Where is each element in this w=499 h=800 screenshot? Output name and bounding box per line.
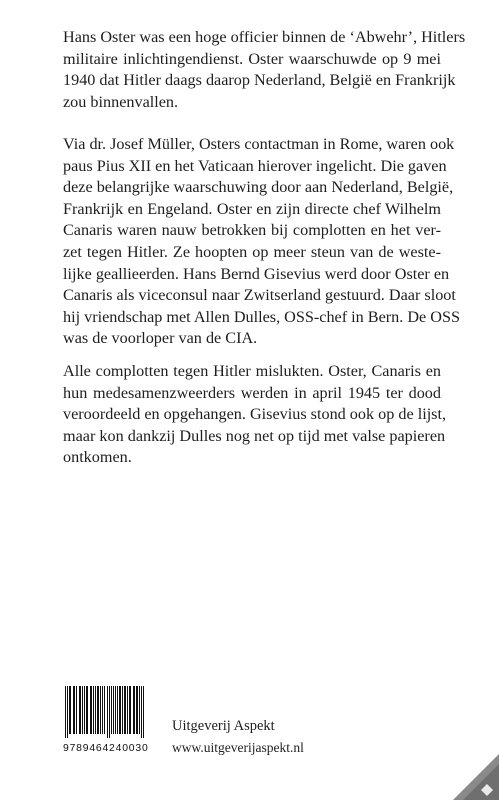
text-line: paus Pius XII en het Vaticaan hierover ingelicht. Die gaven bbox=[63, 156, 447, 175]
text-line: Hans Oster was een hoge officier binnen de ‘Abwehr’, Hitlers bbox=[63, 28, 466, 46]
text-line: veroordeeld en opgehangen. Gisevius stond ook op de lijst, bbox=[63, 405, 447, 424]
corner-mark-icon bbox=[453, 754, 499, 800]
text-line: 1940 dat Hitler daags daarop Nederland, België en Frankrijk bbox=[63, 71, 456, 90]
text-line: zet tegen Hitler. Ze hoopten op meer steun van de weste- bbox=[63, 242, 441, 261]
text-line: hun medesamenzweerders werden in april 1945 ter dood bbox=[63, 383, 441, 402]
paragraph-2 bbox=[63, 134, 460, 350]
publisher-url: www.uitgeverijaspekt.nl bbox=[172, 740, 304, 755]
text-line: Canaris waren nauw betrokken bij complotten en het ver- bbox=[63, 221, 441, 240]
barcode-icon bbox=[63, 686, 163, 738]
text-line: hij vriendschap met Allen Dulles, OSS-chef in Bern. De OSS bbox=[63, 307, 460, 326]
publisher-name: Uitgeverij Aspekt bbox=[172, 718, 275, 734]
isbn-number: 9789464240030 bbox=[63, 743, 149, 754]
paragraph-1 bbox=[63, 27, 466, 113]
text-line: zou binnenvallen. bbox=[63, 92, 179, 111]
text-line: Alle complotten tegen Hitler mislukten. Oster, Canaris en bbox=[63, 362, 441, 380]
text-line: ontkomen. bbox=[63, 448, 132, 467]
text-line: militaire inlichtingendienst. Oster waarschuwde op 9 mei bbox=[63, 49, 441, 68]
text-line: Via dr. Josef Müller, Osters contactman in Rome, waren ook bbox=[63, 135, 455, 153]
text-line: lijke geallieerden. Hans Bernd Gisevius werd door Oster en bbox=[63, 264, 450, 283]
text-line: Frankrijk en Engeland. Oster en zijn directe chef Wilhelm bbox=[63, 199, 441, 218]
paragraph-3 bbox=[63, 361, 447, 469]
text-line: deze belangrijke waarschuwing door aan Nederland, België, bbox=[63, 178, 454, 197]
text-line: was de voorloper van de CIA. bbox=[63, 329, 258, 348]
text-line: Canaris als viceconsul naar Zwitserland gestuurd. Daar sloot bbox=[63, 286, 456, 305]
barcode-bars bbox=[63, 686, 163, 738]
text-line: maar kon dankzij Dulles nog net op tijd met valse papieren bbox=[63, 426, 446, 445]
